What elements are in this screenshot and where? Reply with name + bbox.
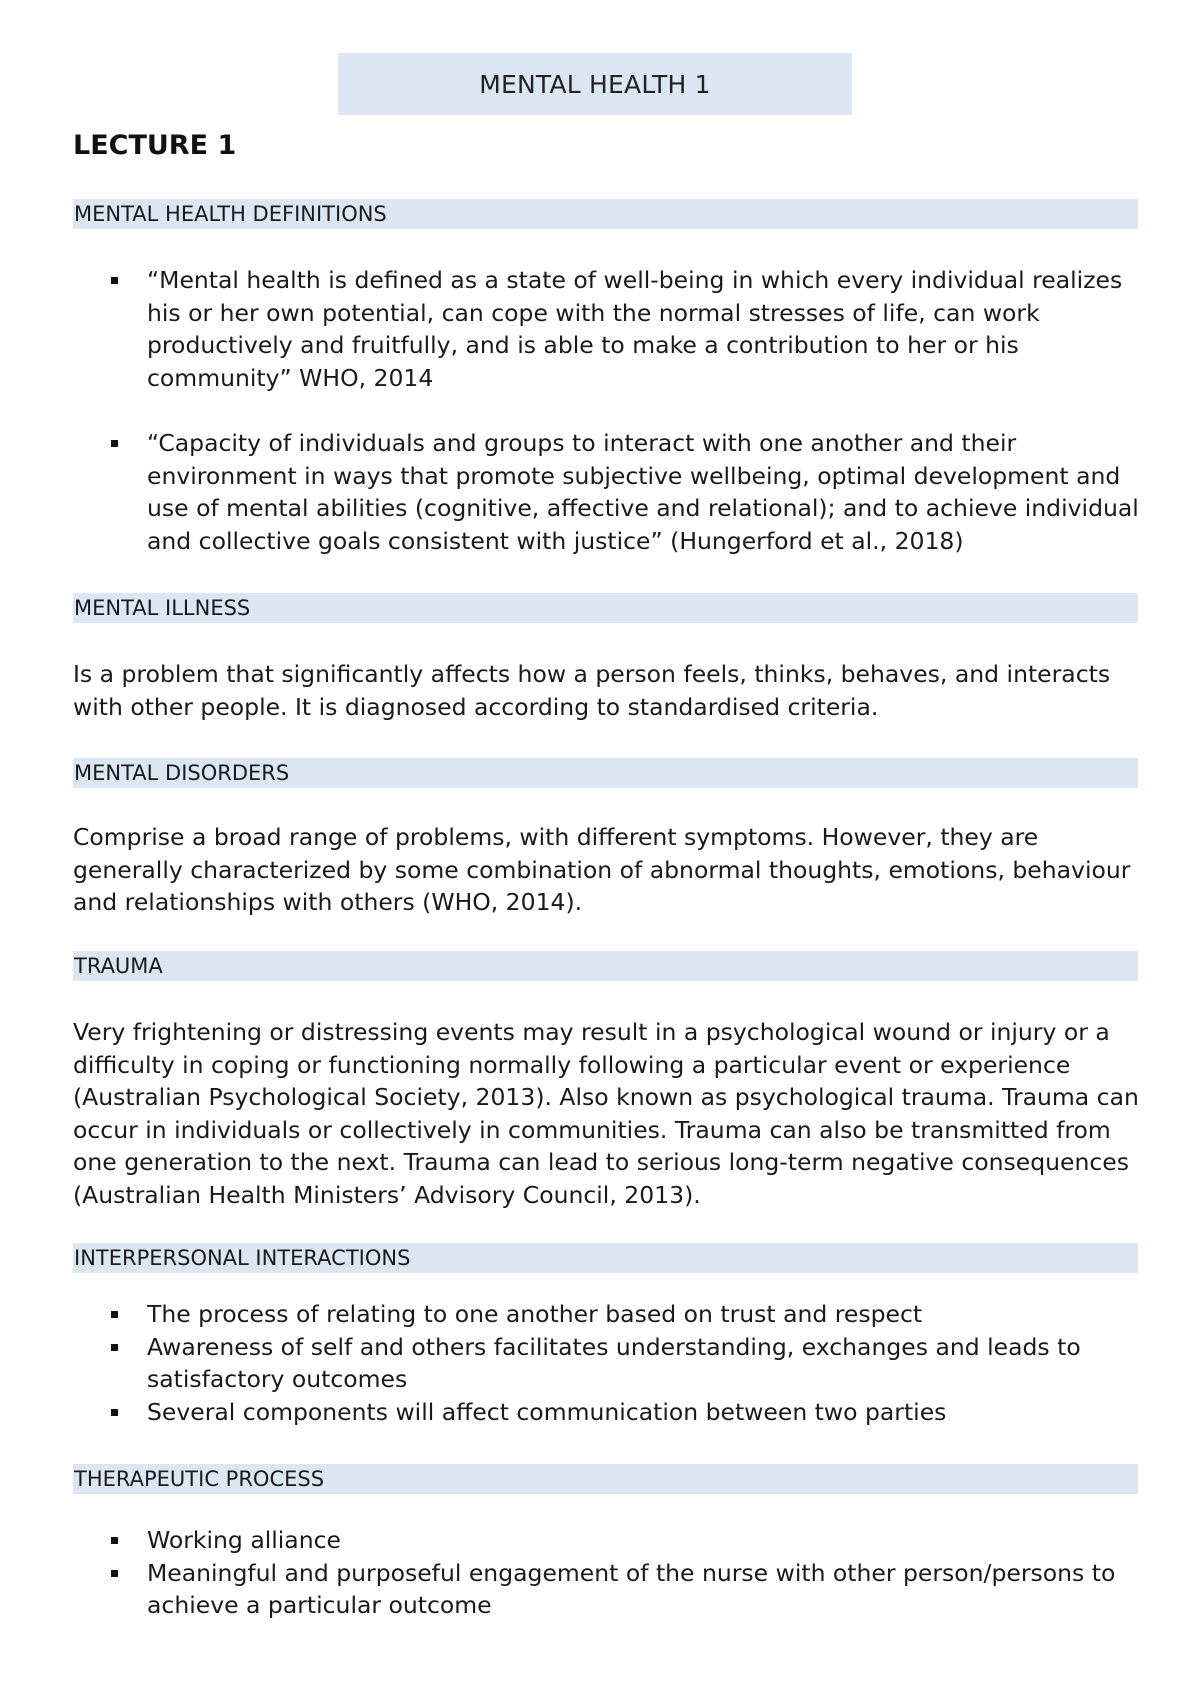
list-item-text: Several components will affect communication between two parties	[147, 1397, 947, 1426]
list-item	[73, 427, 1148, 557]
section-heading-interpersonal: INTERPERSONAL INTERACTIONS	[73, 1243, 1138, 1273]
definitions-list	[73, 264, 1148, 557]
square-bullet-icon	[111, 1537, 118, 1544]
list-item	[73, 1524, 1148, 1557]
list-item-text: Working alliance	[147, 1526, 341, 1554]
list-item-text: Meaningful and purposeful engagement of the nurse with other person/persons to achieve a particular outcome	[147, 1558, 1116, 1619]
lecture-heading: LECTURE 1	[73, 130, 237, 161]
interpersonal-list	[73, 1298, 1148, 1428]
trauma-paragraph: Very frightening or distressing events may result in a psychological wound or injury or a difficulty in coping or functioning normally following a particular event or experience (Australian Psychological Society, 2013). Also known as psychological trauma. Trauma can occur in individuals or collectively in communities. Trauma can also be transmitted from one generation to the next. Trauma can lead to serious long-term negative consequences (Australian Health Ministers’ Advisory Council, 2013).	[73, 1018, 1139, 1209]
list-item	[73, 1298, 1148, 1331]
document-title: MENTAL HEALTH 1	[338, 53, 852, 115]
section-heading-trauma: TRAUMA	[73, 951, 1138, 981]
square-bullet-icon	[111, 1409, 118, 1416]
section-heading-therapeutic: THERAPEUTIC PROCESS	[73, 1464, 1138, 1494]
therapeutic-list	[73, 1524, 1148, 1622]
illness-paragraph: Is a problem that significantly affects how a person feels, thinks, behaves, and interacts with other people. It is diagnosed according to standardised criteria.	[73, 660, 1111, 721]
list-item-text: “Capacity of individuals and groups to interact with one another and their environment in ways that promote subjective wellbeing, optimal development and use of mental abilities (cognitive, affective and relational); and to achieve individual and collective goals consistent with justice” (Hungerford et al., 2018)	[147, 429, 1139, 555]
square-bullet-icon	[111, 1344, 118, 1351]
section-heading-definitions: MENTAL HEALTH DEFINITIONS	[73, 199, 1138, 229]
section-heading-illness: MENTAL ILLNESS	[73, 593, 1138, 623]
square-bullet-icon	[111, 440, 118, 447]
list-item-text: The process of relating to one another based on trust and respect	[147, 1300, 923, 1328]
list-item-text: Awareness of self and others facilitates understanding, exchanges and leads to satisfactory outcomes	[147, 1332, 1081, 1393]
list-item	[73, 1396, 1148, 1429]
list-item	[73, 264, 1148, 394]
square-bullet-icon	[111, 1570, 118, 1577]
list-item	[73, 1557, 1148, 1622]
section-heading-disorders: MENTAL DISORDERS	[73, 758, 1138, 788]
list-item	[73, 1331, 1148, 1396]
list-item-text: “Mental health is defined as a state of well-being in which every individual realizes his or her own potential, can cope with the normal stresses of life, can work productively and fruitfully, and is able to make a contribution to her or his community” WHO, 2014	[147, 266, 1123, 392]
disorders-paragraph: Comprise a broad range of problems, with different symptoms. However, they are generally characterized by some combination of abnormal thoughts, emotions, behaviour and relationships with others (WHO, 2014).	[73, 823, 1131, 916]
square-bullet-icon	[111, 1311, 118, 1318]
square-bullet-icon	[111, 277, 118, 284]
